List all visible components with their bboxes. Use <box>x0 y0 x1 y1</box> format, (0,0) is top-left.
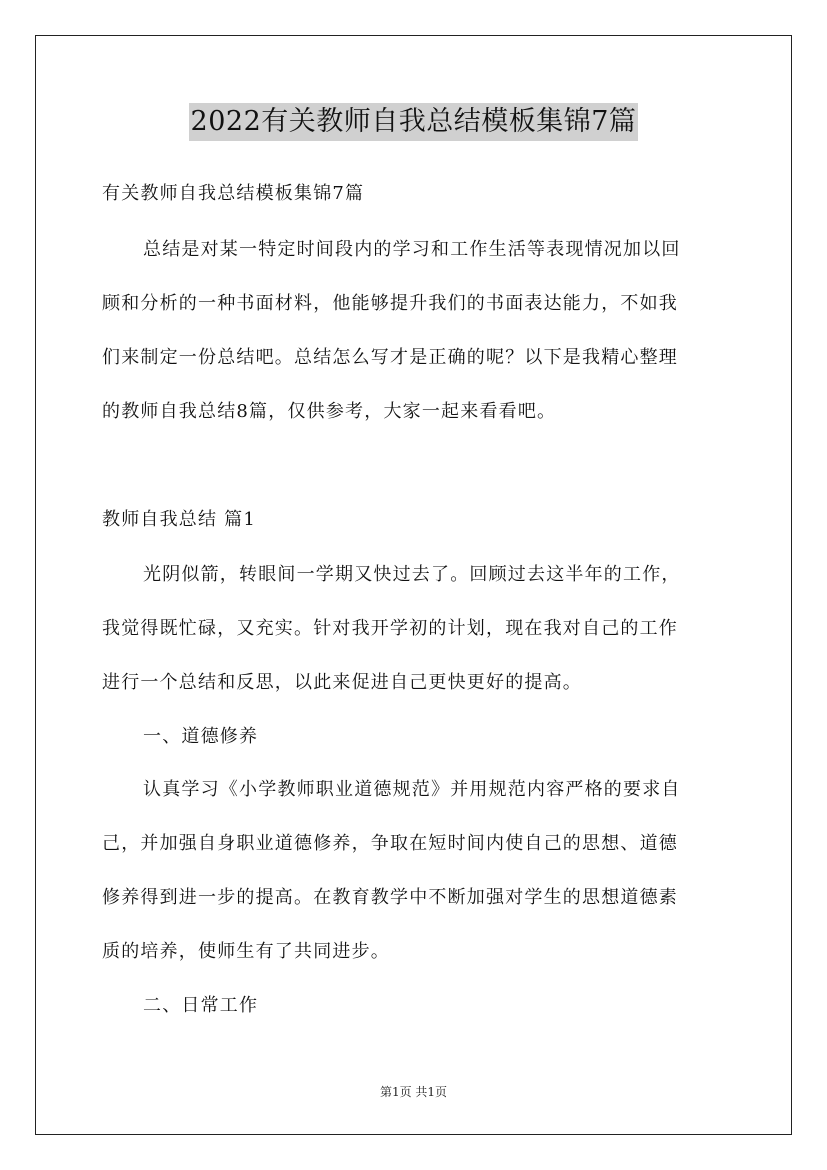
intro-line: 的教师自我总结8篇，仅供参考，大家一起来看看吧。 <box>102 401 557 422</box>
section-line: 我觉得既忙碌，又充实。针对我开学初的计划，现在我对自己的工作 <box>102 618 678 639</box>
part1-line: 修养得到进一步的提高。在教育教学中不断加强对学生的思想道德素 <box>102 887 678 908</box>
part2-heading: 二、日常工作 <box>143 995 259 1016</box>
document-title: 2022有关教师自我总结模板集锦7篇 <box>189 103 639 141</box>
intro-line: 们来制定一份总结吧。总结怎么写才是正确的呢？以下是我精心整理 <box>102 347 678 368</box>
document-subtitle: 有关教师自我总结模板集锦7篇 <box>102 183 365 204</box>
part1-heading: 一、道德修养 <box>143 726 259 747</box>
section-line: 光阴似箭，转眼间一学期又快过去了。回顾过去这半年的工作， <box>143 564 681 585</box>
page-footer: 第1页 共1页 <box>379 1085 448 1099</box>
section-heading: 教师自我总结 篇1 <box>102 509 256 530</box>
part1-line: 认真学习《小学教师职业道德规范》并用规范内容严格的要求自 <box>143 779 681 800</box>
intro-line: 顾和分析的一种书面材料，他能够提升我们的书面表达能力，不如我 <box>102 293 678 314</box>
title-container <box>0 103 827 141</box>
intro-line: 总结是对某一特定时间段内的学习和工作生活等表现情况加以回 <box>143 239 681 260</box>
part1-line: 质的培养，使师生有了共同进步。 <box>102 941 390 962</box>
section-line: 进行一个总结和反思，以此来促进自己更快更好的提高。 <box>102 672 582 693</box>
part1-line: 己，并加强自身职业道德修养，争取在短时间内使自己的思想、道德 <box>102 833 678 854</box>
